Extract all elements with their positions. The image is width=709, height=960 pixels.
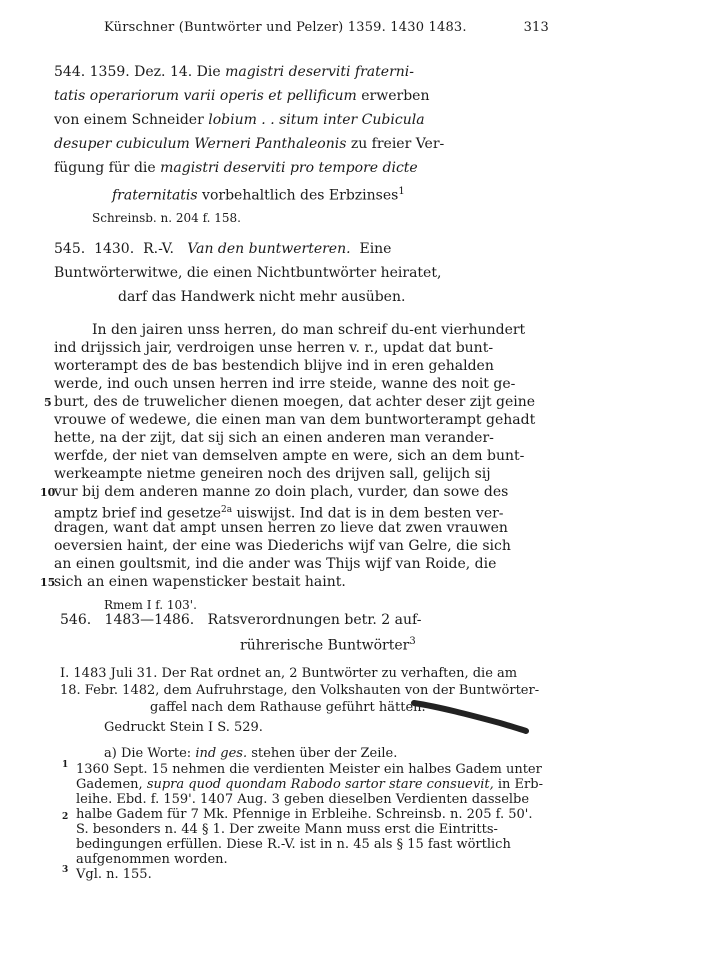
entry-544-source: Schreinsb. n. 204 f. 158. (92, 211, 241, 225)
ink-smudge (410, 695, 530, 735)
entry-544-line-1: 544. 1359. Dez. 14. Die magistri deserviti fraterni- (54, 64, 414, 80)
entry-544-line-3: von einem Schneider lobium . . situm inter Cubicula (54, 112, 425, 128)
entry-545-text-line: werde, ind ouch unsen herren ind irre steide, wanne des noit ge- (54, 376, 516, 392)
page-number: 313 (523, 20, 549, 35)
entry-545-text-line: amptz brief ind gesetze$^{2a}$ uiswijst. Ind dat is in dem besten ver- (54, 505, 504, 522)
entry-545-heading-line-3: darf das Handwerk nicht mehr ausüben. (118, 289, 406, 305)
entry-544-line-2: tatis operariorum varii operis et pellificum erwerben (54, 88, 430, 104)
footnote-a: a) Die Worte: ind ges. stehen über der Zeile. (104, 746, 398, 761)
entry-546-source: Gedruckt Stein I S. 529. (104, 720, 263, 735)
footnote-2-line: S. besonders n. 44 § 1. Der zweite Mann muss erst die Eintritts- (76, 822, 498, 837)
entry-545-heading-line-1: 545. 1430. R.-V. Van den buntwerteren. Eine (54, 241, 392, 257)
footnote-1-line: halbe Gadem für 7 Mk. Pfennige in Erbleihe. Schreinsb. n. 205 f. 50'. (76, 807, 533, 822)
line-number: 10 (40, 486, 56, 499)
footnote-mark: 2 (62, 812, 69, 822)
entry-545-text-line: werfde, der niet van demselven ampte en were, sich an dem bunt- (54, 448, 525, 464)
footnote-2-line: bedingungen erfüllen. Diese R.-V. ist in n. 45 als § 15 fast wörtlich (76, 837, 511, 852)
entry-545-text-line: burt, des de truwelicher dienen moegen, dat achter deser zijt geine (54, 394, 536, 410)
footnote-3: Vgl. n. 155. (76, 867, 152, 882)
footnote-1-line: Gademen, supra quod quondam Rabodo sartor stare consuevit, in Erb- (76, 777, 543, 792)
footnote-2-line: aufgenommen worden. (76, 852, 228, 867)
entry-545-text-line: In den jairen unss herren, do man schreif du-ent vierhundert (92, 322, 526, 338)
entry-545-text-line: vur bij dem anderen manne zo doin plach, vurder, dan sowe des (54, 484, 509, 500)
entry-545-text-line: werkeampte nietme geneiren noch des drijven sall, gelijch sij (54, 466, 491, 482)
entry-544-line-6: fraternitatis vorbehaltlich des Erbzinses$^1$ (112, 186, 405, 204)
footnote-1-line: leihe. Ebd. f. 159'. 1407 Aug. 3 geben dieselben Verdienten dasselbe (76, 792, 530, 807)
entry-545-text-line: worterampt des de bas bestendich blijve ind in eren gehalden (54, 358, 494, 374)
footnote-1-line: 1360 Sept. 15 nehmen die verdienten Meister ein halbes Gadem unter (76, 762, 542, 777)
entry-545-heading-line-2: Buntwörterwitwe, die einen Nichtbuntwörter heiratet, (54, 265, 442, 281)
entry-546-sub-line: gaffel nach dem Rathause geführt hätten. (150, 700, 426, 715)
entry-545-text-line: oeversien haint, der eine was Diederichs wijf van Gelre, die sich (54, 538, 511, 554)
footnote-mark: 3 (62, 865, 69, 875)
entry-545-text-line: ind drijssich jair, verdroigen unse herren v. r., updat dat bunt- (54, 340, 494, 356)
entry-546-sub-line: I. 1483 Juli 31. Der Rat ordnet an, 2 Buntwörter zu verhaften, die am (60, 666, 518, 681)
entry-546-heading-line-2: rührerische Buntwörter$^3$ (240, 636, 416, 654)
entry-545-text-line: an einen goultsmit, ind die ander was Thijs wijf van Roide, die (54, 556, 497, 572)
line-number: 5 (44, 396, 52, 409)
entry-545-text-line: dragen, want dat ampt unsen herren zo lieve dat zwen vrauwen (54, 520, 508, 536)
entry-545-text-line: hette, na der zijt, dat sij sich an einen anderen man verander- (54, 430, 494, 446)
entry-546-sub-line: 18. Febr. 1482, dem Aufruhrstage, den Volkshauten von der Buntwörter- (60, 683, 540, 698)
entry-544-line-5: fügung für die magistri deserviti pro tempore dicte (54, 160, 418, 176)
entry-546-heading-line-1: 546. 1483—1486. Ratsverordnungen betr. 2 auf- (60, 612, 422, 628)
line-number: 15 (40, 576, 56, 589)
footnote-mark: 1 (62, 760, 69, 770)
running-title: Kürschner (Buntwörter und Pelzer) 1359. 1430 1483. (104, 20, 467, 35)
running-header (104, 20, 549, 35)
entry-545-text-line: sich an einen wapensticker bestait haint. (54, 574, 346, 590)
entry-545-source: Rmem I f. 103'. (104, 598, 197, 612)
entry-544-line-4: desuper cubiculum Werneri Panthaleonis zu freier Ver- (54, 136, 445, 152)
entry-545-text-line: vrouwe of wedewe, die einen man van dem buntworterampt gehadt (54, 412, 536, 428)
entry-545-title: Van den buntwerteren. (187, 241, 351, 257)
